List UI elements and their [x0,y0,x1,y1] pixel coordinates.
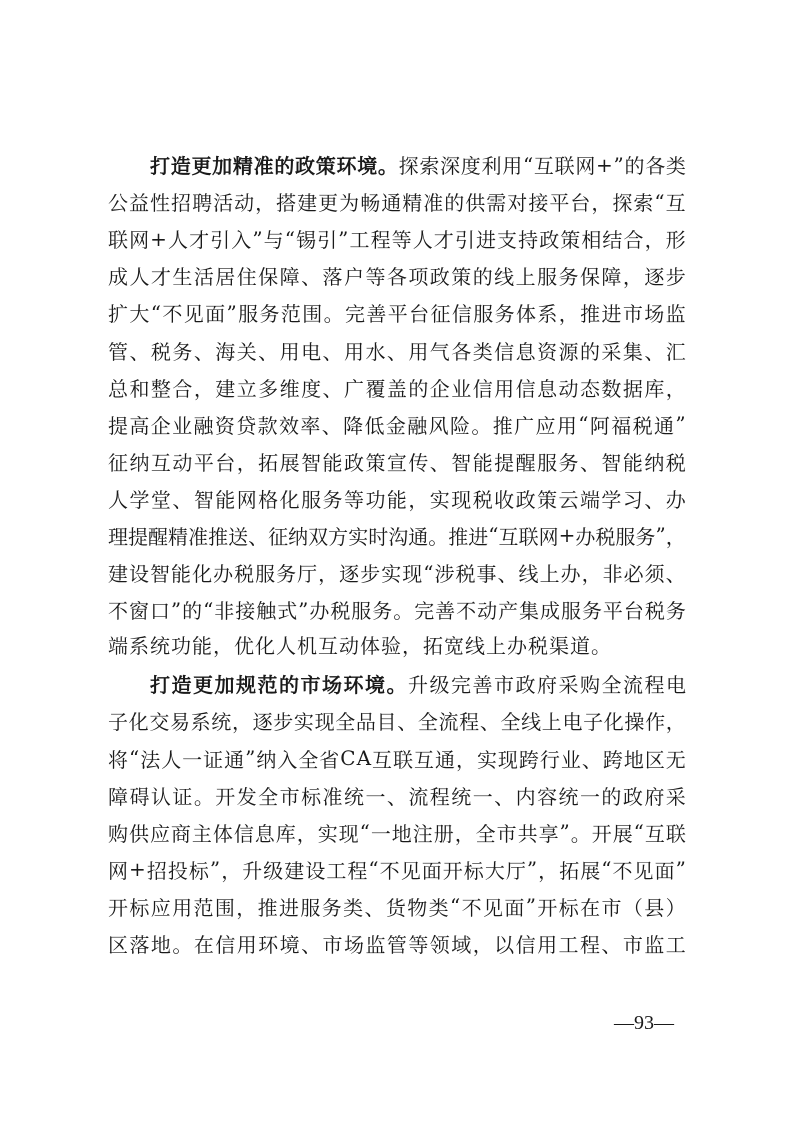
page-number: —93— [614,1012,674,1034]
paragraph-1-line-6: 管 、 税 务 、 海 关 、 用 电 、 用 水 、 用 气 各 类 信 息 资 源 的 采 集 、 汇 [108,339,686,364]
paragraph-1-line-3: 联 网 + 人 才 引 入 ” 与 “ 锡 引 ” 工 程 等 人 才 引 进 支 持 政 策 相 结 合 ， 形 [108,226,686,253]
paragraph-1-line-12: 建 设 智 能 化 办 税 服 务 厅 ， 逐 步 实 现 “ 涉 税 事 、 线 上 办 ， 非 必 须 、 [108,560,686,587]
paragraph-1-line-14 [108,628,686,665]
paragraph-2-line-5: 购 供 应 商 主 体 信 息 库 ， 实 现 “ 一 地 注 册 ， 全 市 共 享 ” 。 开 展 “ 互 联 [108,820,686,846]
paragraph-2-line-7: 开 标 应 用 范 围 ， 推 进 服 务 类 、 货 物 类 “ 不 见 面 ” 开 标 在 市 （ 县 ） [108,894,686,920]
paragraph-2-line-3: 将 “ 法 人 一 证 通 ” 纳 入 全 省 C A 互 联 互 通 ， 实 现 跨 行 业 、 跨 地 区 无 [108,746,686,772]
paragraph-1-line-10: 人 学 堂 、 智 能 网 格 化 服 务 等 功 能 ， 实 现 税 收 政 策 云 端 学 习 、 办 [108,487,686,512]
paragraph-1-line-7: 总 和 整 合 ， 建 立 多 维 度 、 广 覆 盖 的 企 业 信 用 信 息 动 态 数 据 库 ， [108,376,686,401]
paragraph-1-line-5: 扩 大 “ 不 见 面 ” 服 务 范 围 。 完 善 平 台 征 信 服 务 体 系 ， 推 进 市 场 监 [108,300,686,327]
document-body [108,146,686,962]
paragraph-2-line-8: 区 落 地 。 在 信 用 环 境 、 市 场 监 管 等 领 域 ， 以 信 用 工 程 、 市 监 工 [108,933,686,958]
paragraph-1-line-9: 征 纳 互 动 平 台 ， 拓 展 智 能 政 策 宣 传 、 智 能 提 醒 服 务 、 智 能 纳 税 [108,450,686,475]
paragraph-2-line-2: 子 化 交 易 系 统 ， 逐 步 实 现 全 品 目 、 全 流 程 、 全 线 上 电 子 化 操 作 ， [108,710,686,735]
paragraph-2-line-1: 打 造 更 加 规 范 的 市 场 环 境 。 升 级 完 善 市 政 府 采 购 全 流 程 电 [150,673,686,698]
paragraph-1-line-8: 提 高 企 业 融 资 贷 款 效 率 、 降 低 金 融 风 险 。 推 广 应 用 “ 阿 福 税 通 ” [108,412,686,438]
paragraph-1-line-11: 理 提 醒 精 准 推 送 、 征 纳 双 方 实 时 沟 通 。 推 进 “ 互 联 网 + 办 税 服 务 ” ， [108,523,686,549]
paragraph-1-line-1: 打 造 更 加 精 准 的 政 策 环 境 。 探 索 深 度 利 用 “ 互 联 网 + ” 的 各 类 [150,152,686,179]
paragraph-2-line-4: 障 碍 认 证 。 开 发 全 市 标 准 统 一 、 流 程 统 一 、 内 容 统 一 的 政 府 采 [108,784,686,809]
paragraph-1-line-14-text: 端系统功能，优化人机互动体验，拓宽线上办税渠道。 [108,634,612,659]
paragraph-1-line-13: 不 窗 口 ” 的 “ 非 接 触 式 ” 办 税 服 务 。 完 善 不 动 产 集 成 服 务 平 台 税 务 [108,597,686,624]
paragraph-2-line-6: 网 + 招 投 标 ” ， 升 级 建 设 工 程 “ 不 见 面 开 标 大 厅 ” ， 拓 展 “ 不 见 面 ” [108,857,686,883]
paragraph-1-line-2: 公 益 性 招 聘 活 动 ， 搭 建 更 为 畅 通 精 准 的 供 需 对 接 平 台 ， 探 索 “ 互 [108,189,686,216]
paragraph-1-line-4: 成 人 才 生 活 居 住 保 障 、 落 户 等 各 项 政 策 的 线 上 服 务 保 障 ， 逐 步 [108,265,686,290]
